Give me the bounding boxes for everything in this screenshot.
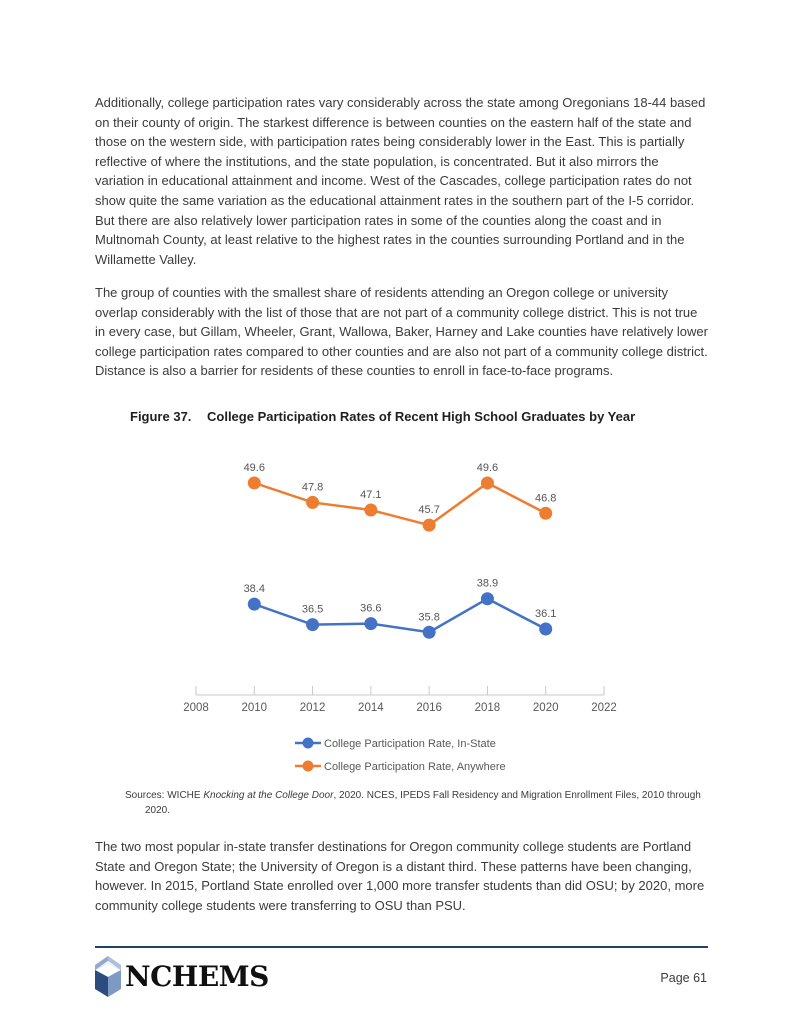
- nchems-cube-icon: [93, 955, 123, 999]
- data-point-label: 49.6: [476, 461, 499, 474]
- x-axis-label: 2018: [474, 702, 501, 714]
- line-chart: [160, 450, 640, 785]
- sources-prefix: Sources: WICHE: [125, 790, 204, 801]
- figure-caption: [95, 409, 709, 424]
- figure-title-text: College Participation Rates of Recent High School Graduates by Year: [207, 409, 636, 424]
- x-axis-label: 2014: [358, 702, 384, 714]
- data-point-label: 47.8: [301, 481, 324, 494]
- x-axis-label: 2010: [241, 702, 268, 714]
- legend-marker-circle: [303, 761, 314, 772]
- x-axis-label: 2008: [183, 702, 209, 714]
- legend-marker-circle: [303, 738, 314, 749]
- sources-cited-title: Knocking at the College Door: [203, 790, 334, 801]
- x-axis-label: 2020: [532, 702, 559, 714]
- data-point-marker: [364, 617, 377, 630]
- data-point-label: 36.1: [535, 608, 557, 621]
- data-point-marker: [306, 496, 319, 509]
- series-line: [254, 599, 545, 633]
- data-point-marker: [423, 626, 436, 639]
- data-point-marker: [539, 623, 552, 636]
- data-point-label: 45.7: [418, 504, 440, 517]
- paragraph-transfer-destinations: The two most popular in-state transfer destinations for Oregon community college students are Portland State and Oregon State; the University of Oregon is a distant third. These patterns have been changing, however. In 2015, Portland State enrolled over 1,000 more transfer students than did OSU; by 2020, more community college students were transferring to OSU than PSU.: [95, 839, 705, 913]
- data-point-label: 38.9: [476, 577, 499, 590]
- figure-number: Figure 37.: [130, 409, 192, 424]
- paragraph-county-variation: Additionally, college participation rates vary considerably across the state among Oregonians 18-44 based on their county of origin. The starkest difference is between counties on the eastern half of the state and those on the western side, with participation rates being considerably lower in the East. This is partially reflective of where the institutions, and the state population, is concentrated. But it also mirrors the variation in educational attainment and income. West of the Cascades, college participation rates do not show quite the same variation as the educational attainment rates in the southern part of the I-5 corridor. But there are also relatively lower participation rates in some of the counties along the coast and in Multnomah County, at least relative to the highest rates in the counties surrounding Portland and in the Willamette Valley.: [95, 95, 706, 267]
- nchems-logo: [93, 955, 269, 999]
- data-point-marker: [539, 507, 552, 520]
- x-axis-label: 2016: [416, 702, 442, 714]
- paragraph-community-college-districts: The group of counties with the smallest share of residents attending an Oregon college or university overlap considerably with the list of those that are not part of a community college district. This is not true in every case, but Gillam, Wheeler, Grant, Wallowa, Baker, Harney and Lake counties have relatively lower college participation rates compared to other counties and are also not part of a community college district. Distance is also a barrier for residents of these counties to enroll in face-to-face programs.: [95, 285, 708, 379]
- legend-label: College Participation Rate, In-State: [324, 738, 496, 750]
- data-point-marker: [306, 618, 319, 631]
- page-number: Page 61: [660, 971, 707, 985]
- data-point-label: 49.6: [243, 461, 265, 474]
- legend-label: College Participation Rate, Anywhere: [324, 761, 506, 773]
- data-point-label: 35.8: [418, 611, 440, 624]
- data-point-marker: [248, 598, 261, 611]
- data-point-label: 36.5: [301, 603, 324, 616]
- data-point-label: 38.4: [243, 583, 265, 596]
- data-point-label: 36.6: [360, 602, 382, 615]
- series-line: [254, 483, 545, 525]
- footer-divider: [95, 946, 708, 948]
- data-point-marker: [248, 476, 261, 489]
- nchems-logo-text: NCHEMS: [125, 960, 269, 993]
- data-point-marker: [481, 592, 494, 605]
- chart-sources-note: [125, 788, 710, 818]
- data-point-marker: [481, 476, 494, 489]
- data-point-marker: [423, 519, 436, 532]
- data-point-label: 47.1: [360, 489, 382, 502]
- x-axis-label: 2022: [591, 702, 617, 714]
- x-axis-label: 2012: [299, 702, 326, 714]
- data-point-label: 46.8: [535, 492, 557, 505]
- sources-suffix: , 2020. NCES, IPEDS Fall Residency and Migration Enrollment Files, 2010 through 2020.: [145, 790, 701, 816]
- data-point-marker: [364, 504, 377, 517]
